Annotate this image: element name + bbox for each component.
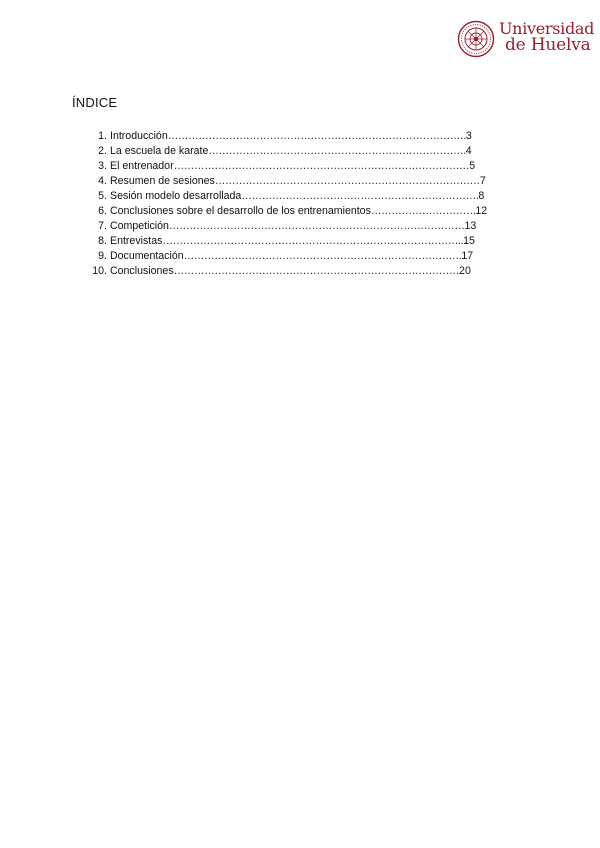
toc-entry[interactable] [88,264,508,279]
toc-entry[interactable] [88,129,508,144]
toc-entry-label: El entrenador [110,160,174,172]
toc-entry-page: 17 [461,250,474,262]
toc-entry-page: 12 [475,205,488,217]
wordmark-line1: Universidad [499,19,595,38]
toc-entry-number: 10. [92,265,107,277]
toc-entry-label: Competición [110,220,169,232]
toc-entry-number: 2. [98,145,107,157]
toc-entry-leader: …………………………………………………………………………… [168,220,465,232]
toc-entry-number: 3. [98,160,107,172]
toc-entry-leader: …………………………. [370,205,476,217]
toc-entry-page: 7 [479,175,486,187]
toc-entry-number: 5. [98,190,107,202]
university-logo [457,19,595,60]
toc-entry-page: 13 [464,220,477,232]
toc-entry[interactable] [88,144,508,159]
index-heading: ÍNDICE [72,95,118,110]
toc-entry-leader: …………………………………………………………………………….. [162,235,464,247]
toc-entry-page: 4 [465,145,472,157]
toc-entry-label: Introducción [110,130,168,142]
toc-entry-leader: …………………………………………………………………. [208,145,466,157]
toc-entry-leader: …………………………………………………………………………… [173,160,470,172]
toc-entry-label: Sesión modelo desarrollada [110,190,242,202]
toc-entry-leader: ………………………………………………………………………. [183,250,462,262]
toc-entry-label: La escuela de karate [110,145,209,157]
toc-entry[interactable] [88,174,508,189]
toc-entry-label: Entrevistas [110,235,163,247]
toc-entry-page: 8 [478,190,485,202]
toc-entry[interactable] [88,219,508,234]
toc-entry-label: Conclusiones sobre el desarrollo de los entrenamientos [110,205,371,217]
toc-entry[interactable] [88,204,508,219]
toc-entry-page: 5 [469,160,476,172]
toc-entry-leader: ……………………………………………………………………………. [167,130,466,142]
toc-entry-number: 1. [98,130,107,142]
toc-entry-number: 8. [98,235,107,247]
toc-entry-number: 6. [98,205,107,217]
toc-entry-number: 7. [98,220,107,232]
toc-entry-page: 3 [465,130,472,142]
toc-entry-number: 9. [98,250,107,262]
toc-entry-page: 20 [459,265,471,277]
toc-entry-label: Documentación [110,250,184,262]
toc-entry-label: Conclusiones [110,265,174,277]
table-of-contents [88,129,508,279]
toc-entry-label: Resumen de sesiones [110,175,215,187]
toc-entry-leader: …………………………………………………………………… [214,175,480,187]
toc-entry[interactable] [88,189,508,204]
toc-entry[interactable] [88,159,508,174]
toc-entry[interactable] [88,249,508,264]
toc-entry-leader: ………………………………………………………………………… [173,265,460,277]
toc-entry[interactable] [88,234,508,249]
toc-entry-number: 4. [98,175,107,187]
toc-entry-page: 15 [463,235,475,247]
wordmark-line2: de Huelva [505,35,591,55]
toc-entry-leader: ……………………………………………………………. [241,190,479,202]
university-seal-icon [457,20,495,58]
university-wordmark [499,19,595,55]
